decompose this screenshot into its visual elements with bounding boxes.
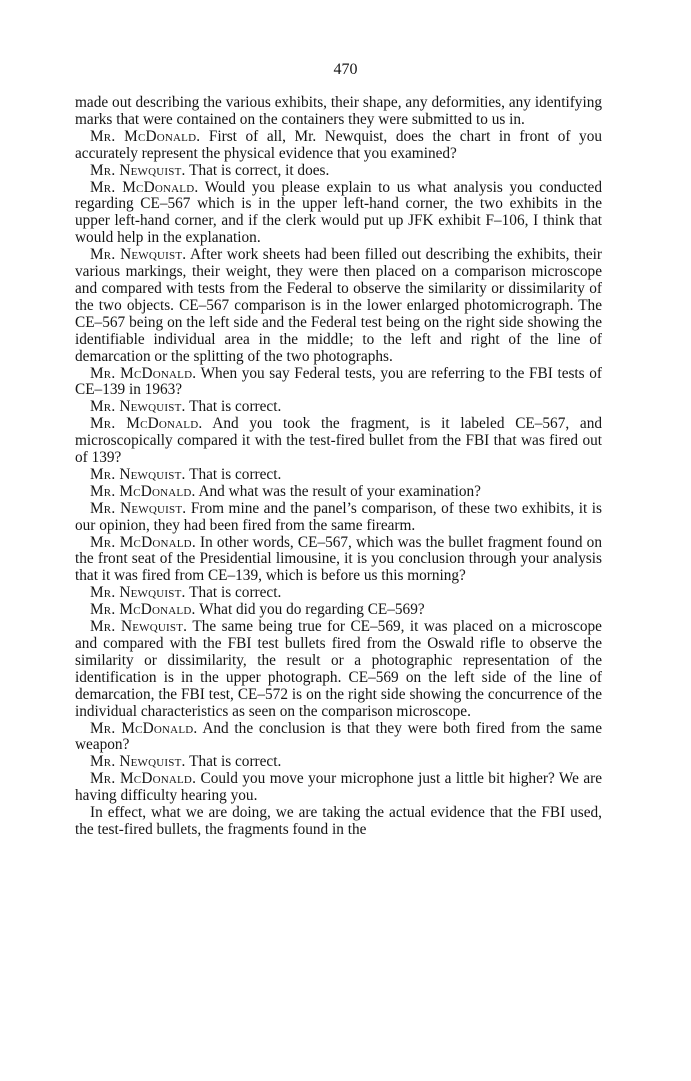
transcript-paragraph xyxy=(75,805,602,839)
transcript-paragraph xyxy=(75,366,602,400)
transcript-paragraph xyxy=(75,484,602,501)
paragraph-text: made out describing the various exhibits, their shape, any deformities, any identifying marks that were contained on the containers they were submitted to us in. xyxy=(75,94,602,128)
paragraph-text: That is correct. xyxy=(189,398,282,416)
page-number: 470 xyxy=(333,61,358,78)
transcript-paragraph xyxy=(75,619,602,720)
paragraph-text: In other words, CE–567, which was the bullet fragment found on the front seat of the Presidential limousine, it is you conclusion through your analysis that it was fired from CE–139, which is before us this morning? xyxy=(75,533,602,585)
paragraph-text: And what was the result of your examination? xyxy=(198,482,481,500)
paragraph-text: In effect, what we are doing, we are taking the actual evidence that the FBI used, the test-fired bullets, the fragments found in the xyxy=(75,804,602,838)
transcript-paragraph xyxy=(75,399,602,416)
paragraph-text: Could you move your microphone just a little bit higher? We are having difficulty hearing you. xyxy=(75,770,602,805)
speaker-name: Mr. Newquist. xyxy=(90,584,186,602)
paragraph-text: Would you please explain to us what analysis you conducted regarding CE–567 which is in the upper left-hand corner, the two exhibits in the upper left-hand corner, and if the clerk would put up JFK exhibit F–106, I think that would help in the explanation. xyxy=(75,178,602,247)
speaker-name: Mr. McDonald. xyxy=(90,178,199,196)
paragraph-text: The same being true for CE–569, it was placed on a microscope and compared with the FBI test bullets fired from the Oswald rifle to observe the similarity or dissimilarity, the result or a photographic representation of the identification is in the upper photograph. CE–569 on the left side of the line of demarcation, the FBI test, CE–572 is on the right side showing the concurrence of the individual characteristics as seen on the comparison microscope. xyxy=(75,618,602,720)
speaker-name: Mr. Newquist. xyxy=(90,499,187,517)
speaker-name: Mr. Newquist. xyxy=(90,753,186,771)
speaker-name: Mr. McDonald. xyxy=(90,770,197,788)
paragraph-text: When you say Federal tests, you are referring to the FBI tests of CE–139 in 1963? xyxy=(75,364,602,399)
paragraph-text: That is correct, it does. xyxy=(189,161,330,179)
transcript-paragraph xyxy=(75,585,602,602)
transcript-paragraph xyxy=(75,754,602,771)
transcript-paragraph xyxy=(75,602,602,619)
speaker-name: Mr. Newquist. xyxy=(90,465,186,483)
speaker-name: Mr. McDonald. xyxy=(90,482,196,500)
paragraph-text: After work sheets had been filled out describing the exhibits, their various markings, their weight, they were then placed on a comparison microscope and compared with tests from the Federal to observe the similarity or dissimilarity of the two objects. CE–567 comparison is in the lower enlarged photomicrograph. The CE–567 being on the left side and the Federal test being on the right side showing the identifiable individual area in the middle; to the left and right of the line of demarcation or the splitting of the two photographs. xyxy=(75,246,602,365)
transcript-paragraph xyxy=(75,247,602,365)
transcript-body xyxy=(75,95,602,839)
transcript-paragraph xyxy=(75,771,602,805)
speaker-name: Mr. Newquist. xyxy=(90,398,186,416)
transcript-paragraph xyxy=(75,721,602,755)
transcript-paragraph xyxy=(75,467,602,484)
speaker-name: Mr. Newquist. xyxy=(90,161,186,179)
transcript-paragraph xyxy=(75,163,602,180)
speaker-name: Mr. Newquist. xyxy=(90,618,188,636)
transcript-paragraph xyxy=(75,501,602,535)
speaker-name: Mr. McDonald. xyxy=(90,601,196,619)
paragraph-text: And the conclusion is that they were both fired from the same weapon? xyxy=(75,719,602,754)
transcript-paragraph xyxy=(75,416,602,467)
transcript-paragraph xyxy=(75,129,602,163)
speaker-name: Mr. McDonald. xyxy=(90,364,197,382)
transcript-paragraph xyxy=(75,95,602,129)
speaker-name: Mr. McDonald. xyxy=(90,127,201,145)
paragraph-text: That is correct. xyxy=(189,584,282,602)
paragraph-text: That is correct. xyxy=(189,465,282,483)
transcript-paragraph xyxy=(75,535,602,586)
paragraph-text: What did you do regarding CE–569? xyxy=(199,601,425,619)
paragraph-text: And you took the fragment, is it labeled CE–567, and microscopically compared it with the test-fired bullet from the FBI that was fired out of 139? xyxy=(75,415,602,467)
paragraph-text: First of all, Mr. Newquist, does the chart in front of you accurately represent the physical evidence that you examined? xyxy=(75,127,602,162)
transcript-paragraph xyxy=(75,180,602,248)
paragraph-text: From mine and the panel’s comparison, of these two exhibits, it is our opinion, they had been fired from the same firearm. xyxy=(75,499,602,534)
speaker-name: Mr. McDonald. xyxy=(90,719,198,737)
speaker-name: Mr. Newquist. xyxy=(90,246,187,264)
speaker-name: Mr. McDonald. xyxy=(90,533,196,551)
paragraph-text: That is correct. xyxy=(189,753,282,771)
speaker-name: Mr. McDonald. xyxy=(90,415,203,433)
